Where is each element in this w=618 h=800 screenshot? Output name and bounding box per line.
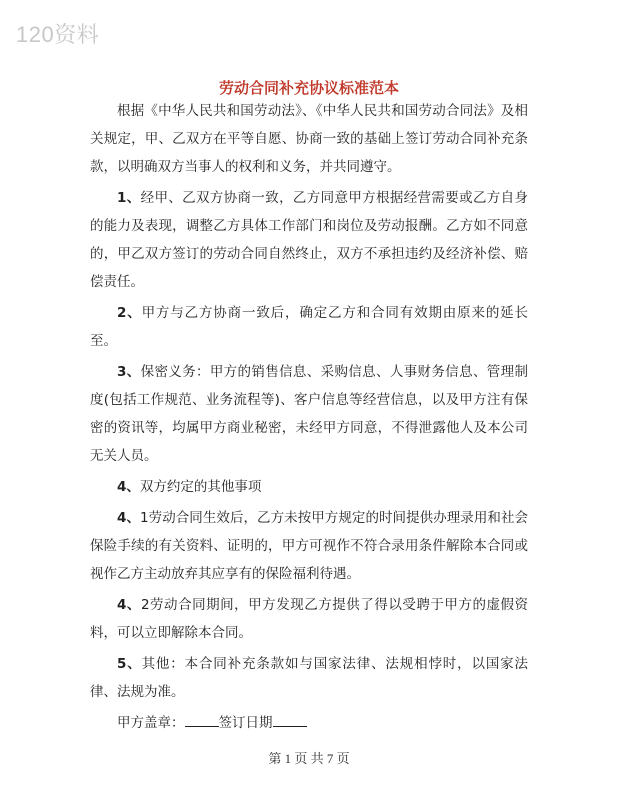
- clause-number: 2、: [117, 305, 142, 321]
- clause-text: 经甲、乙双方协商一致，乙方同意甲方根据经营需要或乙方自身的能力及表现，调整乙方具体工作部门和岗位及劳动报酬。乙方如不同意的，甲乙双方签订的劳动合同自然终止，双方不承担违约及经济补偿、赔偿责任。: [90, 190, 528, 290]
- date-blank: [273, 714, 307, 727]
- document-body: [90, 97, 528, 740]
- clause-text: 甲方与乙方协商一致后，确定乙方和合同有效期由原来的延长至。: [90, 305, 529, 349]
- party-seal-label: 甲方盖章：: [117, 715, 185, 731]
- clause-4-2: [90, 591, 528, 647]
- intro-paragraph: [90, 97, 528, 181]
- watermark-logo: 120资料: [16, 22, 100, 47]
- signature-line: [90, 709, 528, 737]
- clause-text: 1劳动合同生效后，乙方未按甲方规定的时间提供办理录用和社会保险手续的有关资料、证明的，甲方可视作不符合录用条件解除本合同或视作乙方主动放弃其应享有的保险福利待遇。: [90, 510, 528, 582]
- clause-text: 2劳动合同期间，甲方发现乙方提供了得以受聘于甲方的虚假资料，可以立即解除本合同。: [90, 597, 528, 641]
- clause-number: 1、: [117, 190, 141, 206]
- sign-date-label: 签订日期: [218, 715, 273, 731]
- clause-number: 4、: [117, 479, 140, 495]
- clause-number: 3、: [117, 364, 141, 380]
- clause-text: 其他：本合同补充条款如与国家法律、法规相悖时，以国家法律、法规为准。: [90, 656, 529, 700]
- clause-number: 4、: [117, 597, 141, 613]
- clause-number: 4、: [117, 510, 140, 526]
- clause-2: [90, 299, 528, 355]
- seal-blank: [185, 714, 219, 727]
- clause-number: 5、: [117, 656, 142, 672]
- clause-text: 双方约定的其他事项: [139, 479, 262, 495]
- page-footer: 第 1 页 共 7 页: [268, 751, 350, 766]
- paragraph-text: 根据《中华人民共和国劳动法》、《中华人民共和国劳动合同法》及相关规定，甲、乙双方在平等自愿、协商一致的基础上签订劳动合同补充条款，以明确双方当事人的权利和义务，并共同遵守。: [90, 103, 528, 175]
- clause-3: [90, 358, 528, 470]
- clause-4: [90, 473, 528, 501]
- clause-5: [90, 650, 528, 706]
- clause-4-1: [90, 504, 528, 588]
- clause-text: 保密义务：甲方的销售信息、采购信息、人事财务信息、管理制度(包括工作规范、业务流程等)、客户信息等经营信息，以及甲方注有保密的资讯等，均属甲方商业秘密，未经甲方同意，不得泄露他人及本公司无关人员。: [90, 364, 528, 464]
- clause-1: [90, 184, 528, 296]
- document-title: 劳动合同补充协议标准范本: [218, 79, 399, 97]
